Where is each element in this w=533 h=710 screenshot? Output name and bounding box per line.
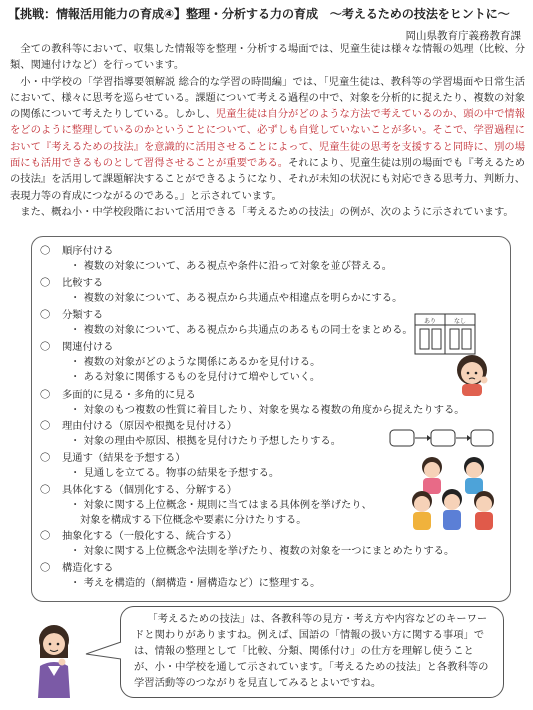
- technique-detail: ・ 考えを構造的（網構造・層構造など）に整理する。: [70, 577, 321, 589]
- technique-heading: 構造化する: [62, 562, 114, 574]
- technique-heading: 多面的に見る・多角的に見る: [62, 389, 196, 401]
- circle-bullet-icon: 〇: [40, 562, 51, 574]
- intro-paragraph-2: [10, 74, 525, 204]
- technique-heading: 具体化する（個別化する、分解する）: [62, 484, 238, 496]
- circle-bullet-icon: 〇: [40, 484, 51, 496]
- intro-text: [10, 41, 525, 220]
- speech-bubble-text: [134, 611, 494, 691]
- intro-paragraph-3: また、概ね小・中学校段階において活用できる「考えるための技法」の例が、次のように示されています。: [20, 205, 514, 218]
- technique-item: [40, 244, 392, 274]
- classification-table-illustration: [414, 313, 476, 355]
- teacher-illustration: [30, 622, 78, 698]
- technique-item: [40, 561, 320, 591]
- children-group-illustration: [408, 453, 500, 535]
- technique-item: [40, 529, 454, 559]
- circle-bullet-icon: 〇: [40, 420, 51, 432]
- technique-item: [40, 419, 341, 449]
- technique-item: [40, 308, 413, 338]
- circle-bullet-icon: 〇: [40, 389, 51, 401]
- technique-heading: 抽象化する（一般化する、統合する）: [62, 530, 238, 542]
- technique-item: [40, 388, 465, 418]
- circle-bullet-icon: 〇: [40, 245, 51, 257]
- intro-paragraph-2-end: それにより、児童生徒は別の場面でも『考えるための技法』を活用して課題解決することができるようになり、それが未知の状況にも対応できる思考力、判断力、表現力等の育成につながるのである。」と示されています。: [10, 157, 526, 202]
- technique-heading: 見通す（結果を予想する）: [62, 452, 186, 464]
- table-col2-label: なし: [454, 318, 467, 325]
- technique-detail: ・ ある対象に関係するものを見付けて増やしていく。: [70, 371, 321, 383]
- technique-detail: ・ 複数の対象がどのような関係にあるかを見付ける。: [70, 356, 321, 368]
- technique-detail: ・ 対象に関する上位概念や法則を挙げたり、複数の対象を一つにまとめたりする。: [70, 545, 455, 557]
- technique-heading: 比較する: [62, 277, 104, 289]
- technique-detail: 対象を構成する下位概念や要素に分けたりする。: [80, 514, 307, 526]
- technique-detail: ・ 対象に関する上位概念・規則に当てはまる具体例を挙げたり、: [70, 499, 372, 511]
- technique-detail: ・ 複数の対象について、ある視点や条件に沿って対象を並び替える。: [70, 260, 393, 272]
- intro-paragraph-2-start: 小・中学校の「学習指導要領解説 総合的な学習の時間編」では、「児童生徒は、教科等の学習場面や日常生活において、様々に思考を巡らせている。課題について考える過程の中で、対象を分析的に捉えたり、複数の対象の関係について考えたりしている。しかし、: [10, 75, 525, 121]
- technique-item: [40, 340, 320, 385]
- technique-detail: ・ 複数の対象について、ある視点から共通点のあるもの同士をまとめる。: [70, 324, 413, 336]
- circle-bullet-icon: 〇: [40, 277, 51, 289]
- speech-bubble-message: 「考えるための技法」は、各教科等の見方・考え方や内容などのキーワードと関わりがありますね。例えば、国語の「情報の扱い方に関する事項」では、情報の整理として「比較、分類、関係付け」の仕方を理解し使うことが、小・中学校を通して示されています。「考えるための技法」と各教科等の学習活動等のつながりを見直してみるとよいですね。: [134, 613, 489, 689]
- technique-heading: 分類する: [62, 309, 104, 321]
- circle-bullet-icon: 〇: [40, 341, 51, 353]
- table-col1-label: あり: [424, 318, 437, 325]
- thinking-girl-illustration: [449, 350, 495, 396]
- technique-detail: ・ 複数の対象について、ある視点から共通点や相違点を明らかにする。: [70, 292, 403, 304]
- technique-item: [40, 451, 279, 481]
- technique-heading: 関連付ける: [62, 341, 114, 353]
- technique-detail: ・ 対象のもつ複数の性質に着目したり、対象を異なる複数の角度から捉えたりする。: [70, 404, 465, 416]
- technique-heading: 順序付ける: [62, 245, 114, 257]
- speech-bubble-tail: [84, 640, 122, 662]
- intro-paragraph-1: 全ての教科等において、収集した情報等を整理・分析する場面では、児童生徒は様々な情報の処理（比較、分類、関連付けなど）を行っています。: [10, 43, 525, 72]
- technique-item: [40, 276, 402, 306]
- organization-name: 岡山県教育庁義務教育課: [405, 30, 521, 42]
- technique-item: [40, 483, 372, 528]
- technique-detail: ・ 見通しを立てる。物事の結果を予想する。: [70, 467, 280, 479]
- page-title: 【挑戦：情報活用能力の育成④】整理・分析する力の育成 ～考えるための技法をヒントに～: [8, 7, 510, 21]
- intro-highlight: 児童生徒は自分がどのような方法で考えているのか、頭の中で情報をどのように整理しているのかということについて、必ずしも自覚していないことが多い。そこで、学習過程において『考えるための技法』を意識的に活用させることによって、児童生徒の思考を支援すると同時に、別の場面にも活用できるものとして習得させることが重要である。: [10, 108, 526, 170]
- technique-heading: 理由付ける（原因や根拠を見付ける）: [62, 420, 238, 432]
- flow-arrows-illustration: [389, 427, 495, 449]
- circle-bullet-icon: 〇: [40, 530, 51, 542]
- circle-bullet-icon: 〇: [40, 452, 51, 464]
- circle-bullet-icon: 〇: [40, 309, 51, 321]
- technique-detail: ・ 対象の理由や原因、根拠を見付けたり予想したりする。: [70, 435, 341, 447]
